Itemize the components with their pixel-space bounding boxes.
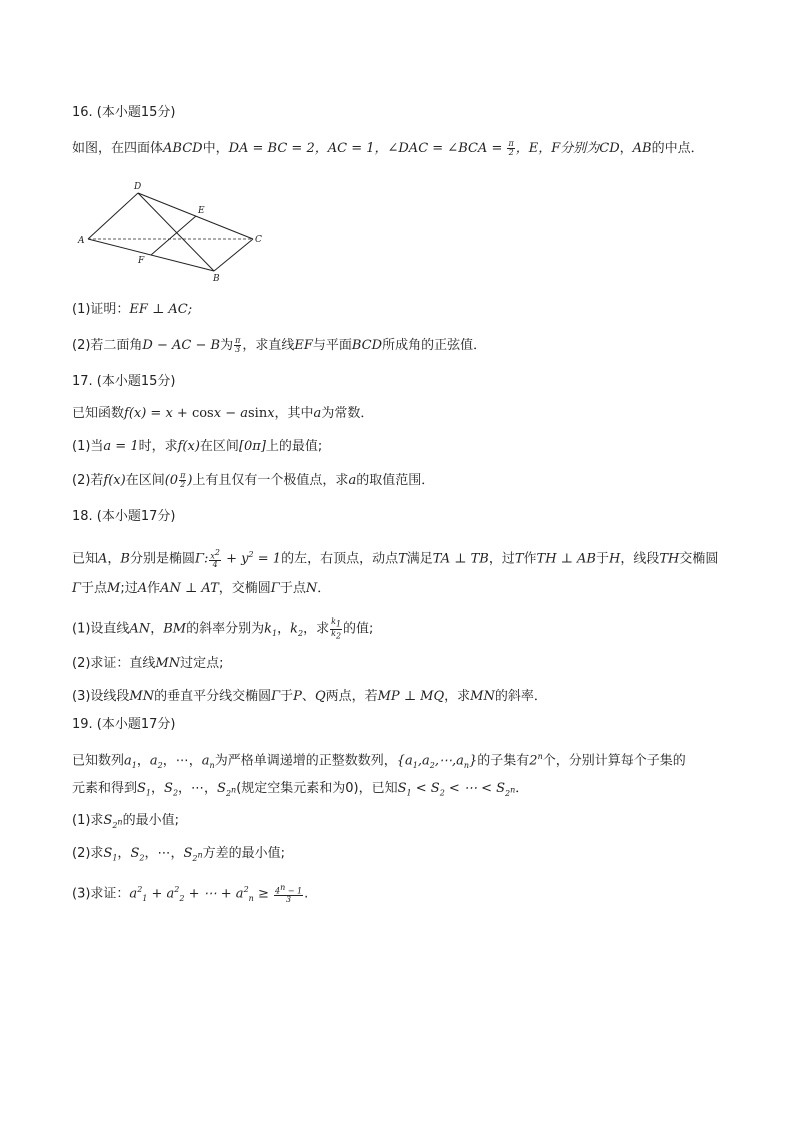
- q18-part2: [72, 655, 224, 673]
- q17-part1-mid2: 在区间: [199, 439, 239, 454]
- q18-p3-end: 的斜率．: [494, 689, 547, 704]
- q18-p1-fsub2: 2: [335, 631, 342, 641]
- q17-stem-a: a: [313, 406, 322, 421]
- q17-stem-lead: 已知函数: [72, 406, 125, 421]
- q19-header: [72, 716, 176, 734]
- q18-p3-mid4: ，求: [444, 689, 471, 704]
- q18-l2-mid5: 于点: [279, 581, 306, 596]
- q17-stem-cos: cos: [191, 406, 214, 421]
- q19-header-text: 19. (本小题17分): [72, 717, 176, 732]
- q18-p1-fk1: k: [331, 617, 336, 626]
- q17-part1-mid: 时，求: [138, 439, 178, 454]
- q18-p1-k2: k: [290, 621, 298, 637]
- q19-l2-ineq-2: 2: [439, 788, 445, 798]
- q18-l1-mid6: 于: [595, 551, 609, 567]
- q16-header-text: 16. (本小题15分): [72, 105, 176, 120]
- q18-l1-gamma: Γ:: [195, 551, 209, 567]
- q18-l1-mid5: 作: [523, 551, 537, 567]
- q18-p3-sep: 、: [301, 689, 315, 704]
- q17-part2-close: ): [187, 473, 193, 488]
- q16-stem-in: 中，: [202, 141, 229, 156]
- label-a: A: [78, 236, 85, 246]
- q16-part2-ef: EF: [294, 338, 313, 353]
- q18-l1-eq2: = 1: [253, 551, 282, 567]
- q18-l2-n: N: [305, 581, 318, 596]
- q18-l1-sq: 2: [214, 547, 221, 557]
- q17-part1-lead: (1)当: [72, 439, 104, 454]
- q19-p1-end: 的最小值;: [122, 813, 179, 828]
- q18-l2-gamma: Γ: [72, 581, 82, 596]
- edge-db: [138, 193, 214, 271]
- q18-p1-end: 的值;: [343, 621, 374, 637]
- q19-l2-ineq-lt: < S: [411, 781, 440, 796]
- q16-stem-frac: [507, 140, 514, 157]
- q18-l1-sq2: 2: [248, 550, 254, 559]
- q18-p3-lead: (3)设线段: [72, 689, 130, 704]
- q18-header: [72, 508, 176, 526]
- q18-l2-end: ．: [317, 581, 331, 596]
- q17-part2-open: (0: [164, 473, 179, 488]
- q19-part3: [72, 881, 308, 908]
- q16-part1-lead: (1)证明：: [72, 302, 130, 317]
- q19-stem-line2: [72, 780, 528, 803]
- q17-stem: [72, 405, 373, 423]
- q18-stem-line2: [72, 580, 330, 598]
- q18-p1-an: AN: [129, 621, 151, 637]
- q16-stem-comma: ，: [619, 141, 633, 156]
- q18-p3-p: P: [293, 689, 302, 704]
- q19-p2-s2: 2: [139, 853, 145, 863]
- q19-p3-end: .: [304, 886, 309, 902]
- q19-l2-s3-base: 2: [225, 788, 232, 798]
- q17-part1-fx: f(x): [177, 439, 200, 454]
- q18-l2-a: A: [137, 581, 148, 596]
- q18-l1-mid7: ，线段: [620, 551, 660, 567]
- q19-p3-a1sup: 2: [137, 885, 143, 894]
- q17-part2-frac-num: π: [180, 471, 186, 480]
- label-f: F: [138, 256, 145, 266]
- q19-l1-sn: n: [209, 760, 215, 770]
- q16-part2-lead: (2)若二面角: [72, 338, 143, 353]
- q16-part2-end: 所成角的正弦值．: [382, 338, 487, 353]
- q17-part1-end: 上的最值;: [265, 439, 323, 454]
- q18-p1-lead: (1)设直线: [72, 621, 130, 637]
- q18-l2-m: M: [107, 581, 121, 596]
- q18-p3-q: Q: [314, 689, 326, 704]
- q19-l2-s: S: [137, 781, 146, 796]
- q17-part2-mid: 在区间: [125, 473, 165, 488]
- q17-stem-sin: sin: [247, 406, 268, 421]
- q18-l1-t2: T: [514, 551, 524, 567]
- q19-l2-s3: [225, 784, 237, 798]
- q18-p1-sub2: 2: [297, 629, 304, 639]
- q19-p3-dots: + ⋯ + a: [184, 886, 244, 902]
- q19-p2-c1: ，: [117, 846, 131, 861]
- q16-part2-mid: ，求直线: [242, 338, 295, 353]
- q19-l1-two: 2: [529, 753, 538, 769]
- q17-header-text: 17. (本小题15分): [72, 374, 176, 389]
- q19-l2-mid: (规定空集元素和为0)，已知: [236, 781, 398, 796]
- q19-p2-s2v: S: [130, 846, 140, 861]
- q17-part2-mid2: 上有且仅有一个极值点，求: [192, 473, 349, 488]
- edge-ad: [88, 193, 138, 239]
- q19-p2-end: 方差的最小值;: [202, 846, 285, 861]
- q19-p3-num: 4: [274, 886, 281, 896]
- label-d: D: [134, 182, 142, 192]
- q19-p3-frac: [274, 884, 303, 905]
- q18-l1-frac: [209, 549, 221, 570]
- q16-part2-wei: 为: [220, 338, 234, 353]
- q18-l1-x: x: [210, 551, 215, 561]
- q18-stem-line1: [72, 546, 718, 569]
- q19-l1-set-mid2: ,⋯,a: [434, 753, 464, 769]
- q18-l1-end: 交椭圆: [679, 551, 719, 567]
- q19-p3-lead: (3)求证：: [72, 886, 130, 902]
- q16-part2-bcd: BCD: [351, 338, 383, 353]
- q17-part2-end: 的取值范围．: [356, 473, 435, 488]
- q19-l2-ineq-3-n: n: [510, 784, 516, 794]
- q19-stem-line1: [72, 748, 686, 775]
- q16-part2-frac-den: 3: [235, 345, 241, 354]
- q16-part1: [72, 301, 192, 319]
- q18-l1-mid: 分别是椭圆: [129, 551, 195, 567]
- q16-stem-mid: ，E，F分别为: [515, 141, 600, 156]
- q19-l1-lead: 已知数列: [72, 753, 125, 769]
- q19-l1-mid: 为严格单调递增的正整数数列，: [214, 753, 397, 769]
- label-c: C: [255, 235, 262, 245]
- q19-l1-set-s2: 2: [429, 760, 435, 770]
- label-e: E: [198, 206, 205, 216]
- q19-p3-plus: + a: [147, 886, 175, 902]
- q17-part2-fx: f(x): [103, 473, 126, 488]
- q18-p1-mid2: ，求: [303, 621, 330, 637]
- q18-l1-b: B: [120, 551, 130, 567]
- q19-l1-seq2: a: [149, 753, 158, 769]
- q19-l1-seq: a: [124, 753, 132, 769]
- q18-p1-fsub1: 1: [335, 619, 342, 629]
- q19-p1-s: S: [103, 813, 113, 828]
- q18-l1-perp2: TH ⊥ AB: [536, 551, 596, 567]
- q18-p2-lead: (2)求证：直线: [72, 656, 156, 671]
- q19-l1-s1: 1: [131, 760, 137, 770]
- q17-stem-x2: x: [267, 406, 275, 421]
- q19-l1-set-s1: 1: [412, 760, 418, 770]
- q16-stem-ab: AB: [632, 141, 652, 156]
- q18-l2-mid: 于点: [81, 581, 108, 596]
- q19-p1-two: 2: [112, 820, 118, 830]
- q18-l1-perp: TA ⊥ TB: [432, 551, 489, 567]
- q16-stem-frac-num: π: [508, 139, 514, 148]
- q18-l1-eq: + y: [222, 551, 249, 567]
- q18-p1-comma2: ，: [277, 621, 291, 637]
- q19-l2-c2: ，⋯，: [178, 781, 218, 796]
- q18-l2-mid2: ;过: [120, 581, 138, 596]
- q19-p3-a1sub: 1: [142, 893, 148, 903]
- q17-part1-interval: [0π]: [238, 439, 266, 454]
- q16-part2-frac: [234, 337, 241, 354]
- q19-part2: [72, 845, 285, 868]
- q18-p1-frac: [330, 618, 342, 640]
- q18-header-text: 18. (本小题17分): [72, 509, 176, 524]
- q18-l1-comma: ，: [107, 551, 121, 567]
- q19-l1-set-sn: n: [463, 760, 469, 770]
- q19-p1-n: n: [117, 816, 123, 826]
- q18-l1-lead: 已知: [72, 551, 99, 567]
- q16-stem-intro: 如图，在四面体: [72, 141, 164, 156]
- q19-p2-c2: ，⋯，: [144, 846, 184, 861]
- q17-header: [72, 373, 176, 391]
- q19-l1-seq3: a: [201, 753, 210, 769]
- q18-l1-mid4: ，过: [488, 551, 515, 567]
- q16-stem: [72, 140, 704, 158]
- q19-l1-set-mid: ,a: [417, 753, 430, 769]
- segment-ef: [151, 216, 196, 255]
- q17-part1-a1: a = 1: [103, 439, 139, 454]
- q17-stem-x: x − a: [213, 406, 248, 421]
- q19-l1-n: n: [537, 752, 543, 761]
- q19-l2-s2: 2: [172, 788, 179, 798]
- q19-l1-set-close: }: [468, 753, 478, 769]
- q17-part2-frac: [179, 472, 186, 489]
- q18-l1-frac-den: 4: [212, 560, 218, 570]
- q19-l1-end: 个，分别计算每个子集的: [542, 753, 686, 769]
- q19-p1-sub: [112, 816, 123, 830]
- q19-p2-s1: 1: [112, 853, 118, 863]
- q17-part2-a: a: [348, 473, 357, 488]
- q18-p3-mid3: 两点，若: [325, 689, 378, 704]
- q18-l1-mid2: 的左，右顶点，动点: [281, 551, 399, 567]
- q19-l2-s1: 1: [145, 788, 152, 798]
- q18-p1-mid: 的斜率分别为: [186, 621, 265, 637]
- q18-p3-mid2: 于: [280, 689, 294, 704]
- q18-p3-mn2: MN: [470, 689, 495, 704]
- q19-p2-s3-n: n: [197, 849, 203, 859]
- q18-p3-gamma: Γ: [271, 689, 281, 704]
- q18-l1-t: T: [398, 551, 407, 567]
- q18-p1-fk2: k: [331, 628, 336, 638]
- edge-bc: [214, 239, 253, 271]
- q16-stem-frac-den: 2: [508, 148, 514, 157]
- q18-part3: [72, 688, 547, 706]
- q19-p3-ansup: 2: [243, 885, 249, 894]
- q18-p3-mid: 的垂直平分线交椭圆: [154, 689, 272, 704]
- q16-part2: [72, 337, 486, 355]
- q19-l1-mid2: 的子集有: [477, 753, 530, 769]
- q19-l2-ineq-1: 1: [406, 788, 412, 798]
- q16-stem-cond1: DA = BC = 2，AC = 1，∠DAC = ∠BCA =: [228, 141, 507, 156]
- q19-l2-s3-n: n: [231, 784, 237, 794]
- q16-stem-tetra: ABCD: [163, 141, 203, 156]
- tetrahedron-figure: [74, 177, 274, 287]
- q19-p3-num-n: n: [280, 882, 286, 892]
- q19-p2-s3-base: 2: [192, 853, 198, 863]
- q19-p3-a2sup: 2: [174, 885, 180, 894]
- q19-p1-lead: (1)求: [72, 813, 104, 828]
- q19-p3-a2sub: 2: [179, 893, 185, 903]
- q18-l1-a: A: [98, 551, 108, 567]
- q19-l1-s2: 2: [157, 760, 163, 770]
- q18-p3-perp: MP ⊥ MQ: [377, 689, 445, 704]
- q18-part1: [72, 618, 373, 643]
- q17-part1: [72, 438, 322, 456]
- q18-p1-sub1: 1: [271, 629, 278, 639]
- q19-part1: [72, 812, 179, 835]
- q17-part2: [72, 472, 434, 490]
- q16-part2-angle: D − AC − B: [142, 338, 221, 353]
- q16-part2-frac-num: π: [235, 336, 241, 345]
- q18-p3-mn: MN: [129, 689, 155, 704]
- q19-l2-c1: ，: [151, 781, 165, 796]
- q19-l2-end: ．: [515, 781, 529, 796]
- q19-p2-lead: (2)求: [72, 846, 104, 861]
- q18-p1-bm: BM: [163, 621, 187, 637]
- q16-header: [72, 104, 176, 122]
- q19-l1-set-open: {a: [396, 753, 413, 769]
- q18-p2-mn: MN: [155, 656, 181, 671]
- q19-l2-lead: 元素和得到: [72, 781, 138, 796]
- q18-p2-end: 过定点;: [180, 656, 224, 671]
- q18-p1-frac-den: [330, 630, 342, 641]
- q18-l2-mid3: 作: [147, 581, 161, 596]
- q19-p3-num-rest: − 1: [285, 886, 303, 896]
- q19-l2-ineq-lt2: < ⋯ < S: [444, 781, 506, 796]
- q17-part2-frac-den: 2: [180, 480, 186, 489]
- q19-l2-ineq-3: [505, 784, 516, 798]
- q18-p1-comma: ，: [150, 621, 164, 637]
- q19-p3-a1: a: [129, 886, 138, 902]
- q19-p2-s3v: S: [183, 846, 193, 861]
- q16-part2-mid2: 与平面: [312, 338, 352, 353]
- q19-l2-ineq-3-base: 2: [505, 788, 511, 798]
- q19-l1-c2: ，⋯，: [162, 753, 202, 769]
- q19-l2-ineq-s: S: [397, 781, 407, 796]
- q18-l2-gamma2: Γ: [270, 581, 280, 596]
- q19-p3-ansub: n: [248, 893, 254, 903]
- q17-part2-lead: (2)若: [72, 473, 104, 488]
- q19-p3-geq: ≥: [253, 886, 273, 902]
- q18-l2-perp: AN ⊥ AT: [160, 581, 219, 596]
- q19-p3-frac-den: 3: [286, 895, 292, 905]
- q17-stem-fx: f(x) = x +: [124, 406, 192, 421]
- q16-stem-cd: CD: [599, 141, 620, 156]
- q19-l2-s3v: S: [217, 781, 226, 796]
- label-b: B: [213, 274, 220, 284]
- q19-p2-s3: [192, 849, 203, 863]
- q19-p2-s: S: [103, 846, 113, 861]
- q19-l2-s2v: S: [164, 781, 173, 796]
- q18-p1-k1: k: [264, 621, 272, 637]
- q18-l2-mid4: ，交椭圆: [218, 581, 271, 596]
- q18-l1-mid3: 满足: [406, 551, 433, 567]
- q16-part1-math: EF ⊥ AC;: [129, 302, 193, 317]
- q18-l1-h: H: [609, 551, 621, 567]
- q18-l1-th: TH: [659, 551, 680, 567]
- q19-l1-c1: ，: [136, 753, 150, 769]
- q17-stem-mid: ，其中: [274, 406, 314, 421]
- q17-stem-end: 为常数．: [321, 406, 374, 421]
- q16-stem-end: 的中点．: [651, 141, 704, 156]
